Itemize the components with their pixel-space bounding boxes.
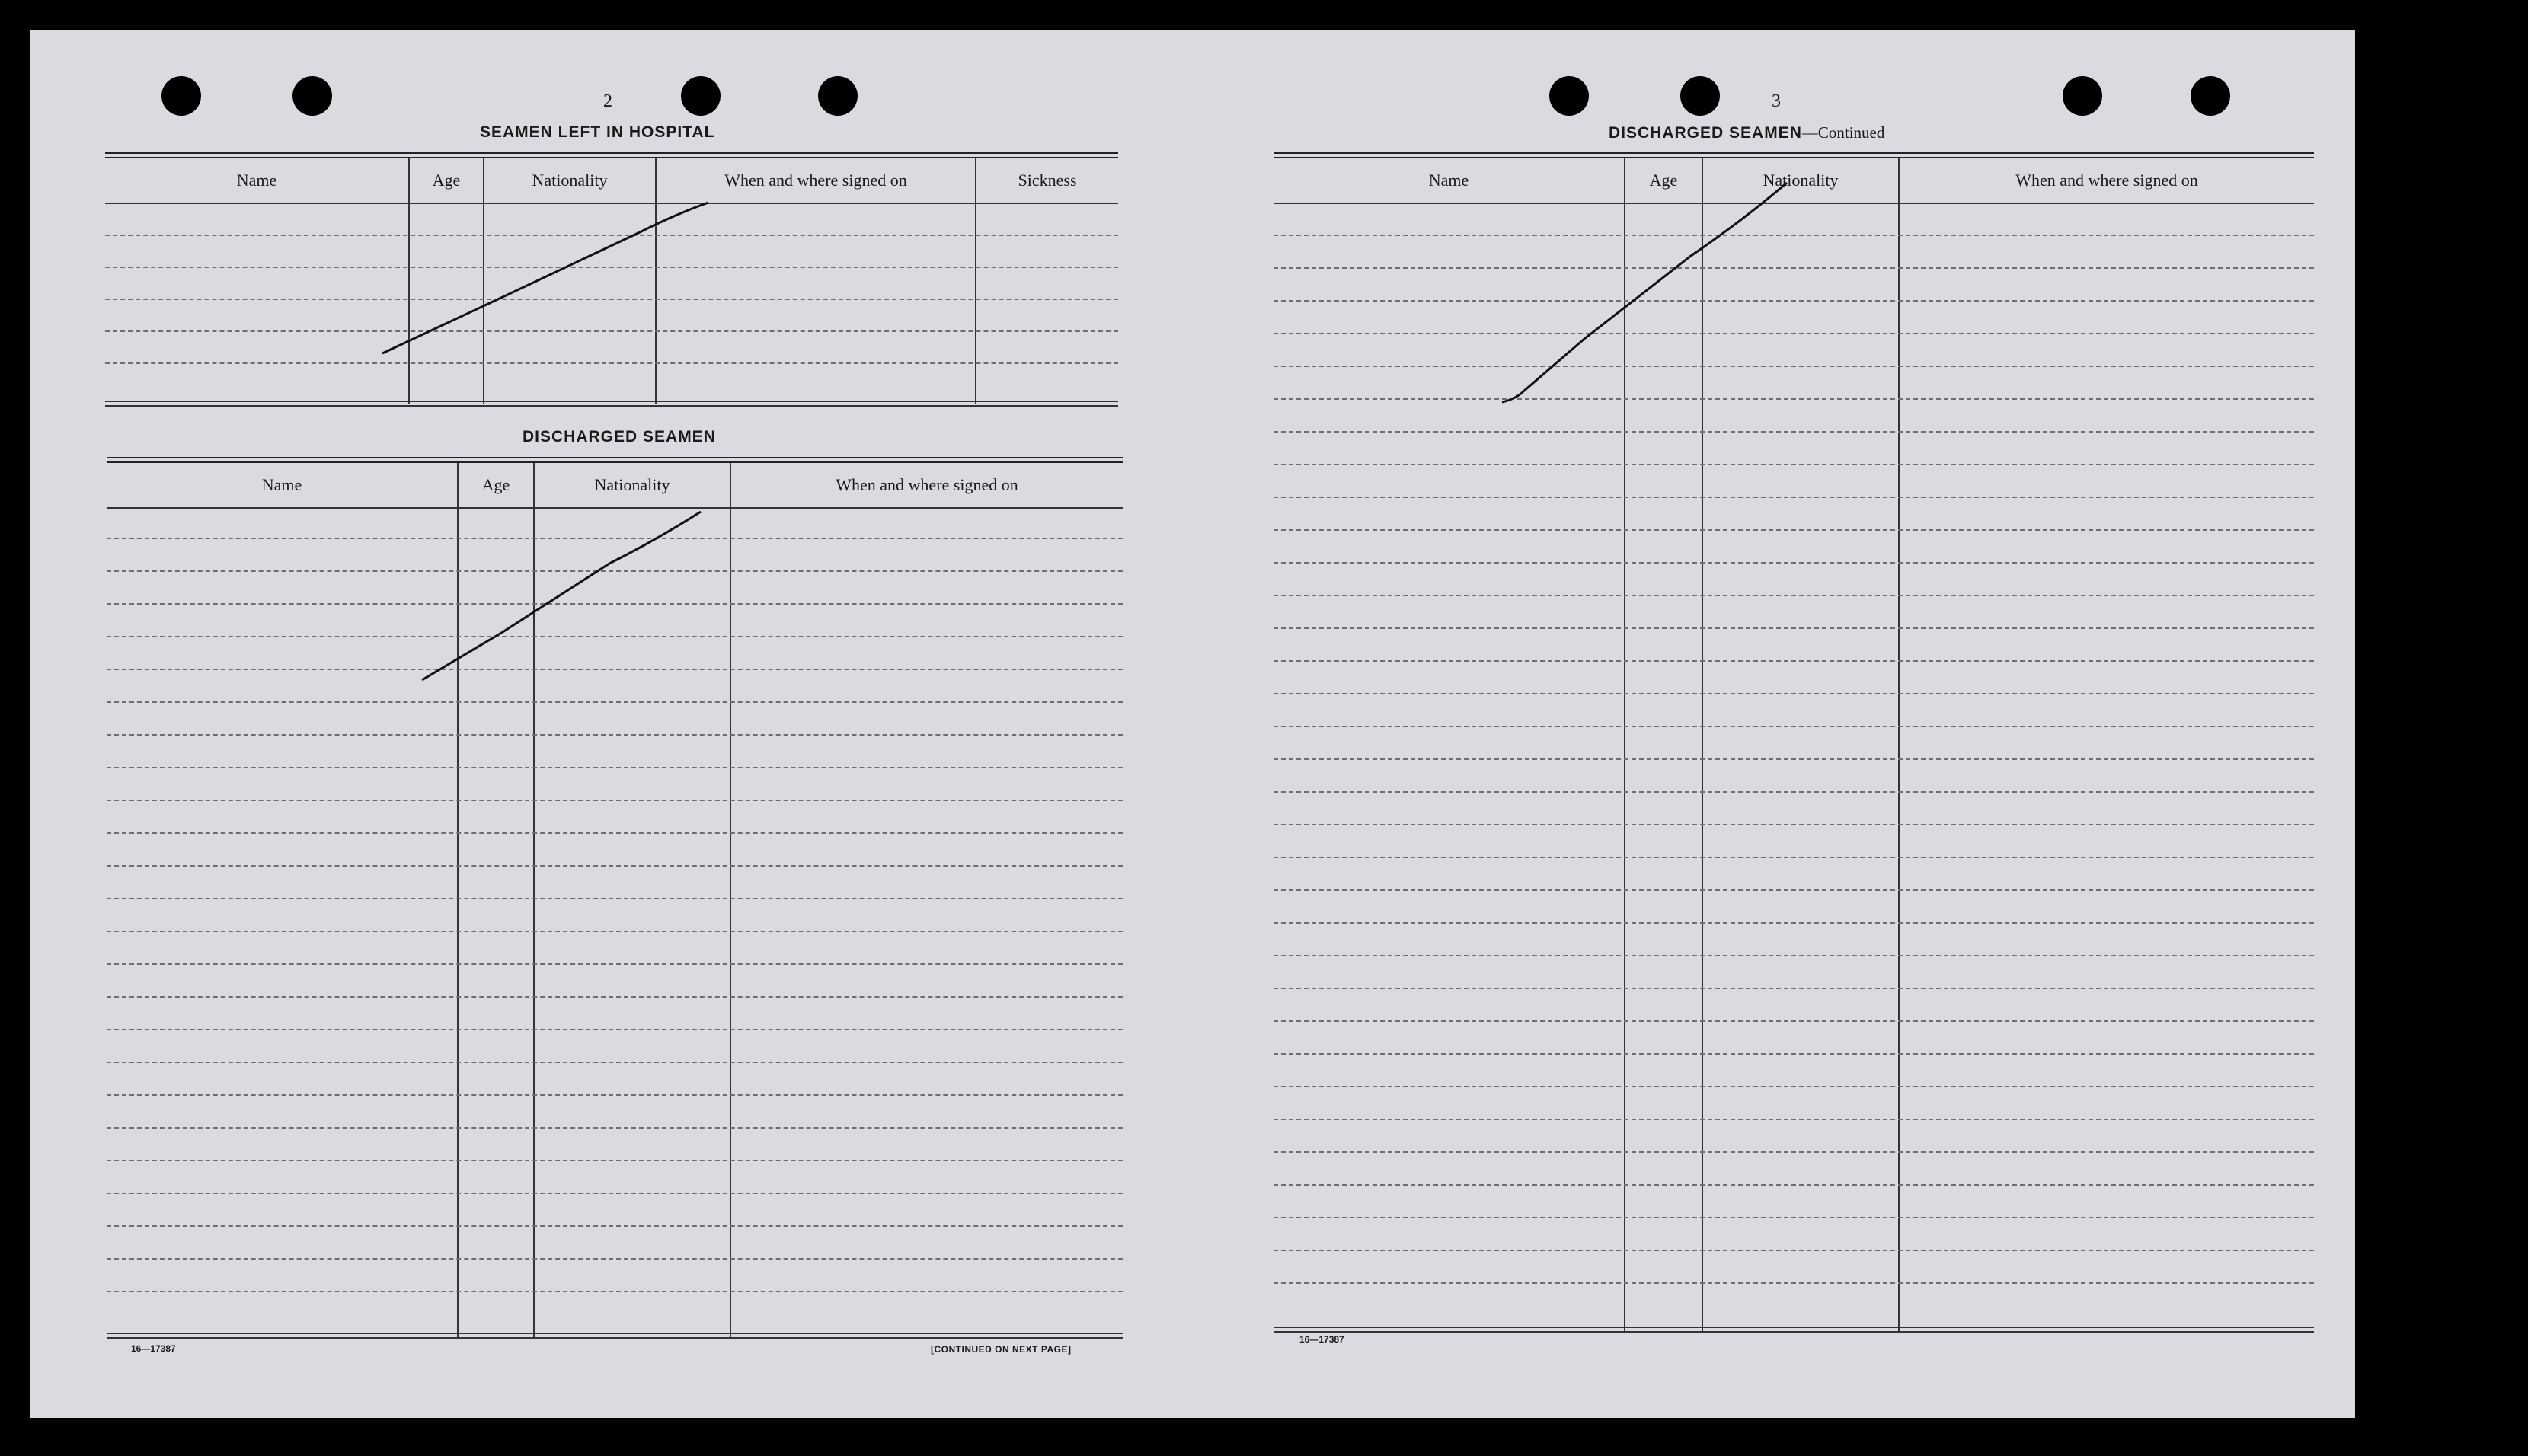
discharged-section-title: DISCHARGED SEAMEN (523, 428, 716, 445)
column-header: Nationality (532, 171, 608, 190)
page-number: 3 (1772, 91, 1781, 111)
page-number: 2 (603, 91, 612, 111)
handwritten-strike-lines (30, 30, 2355, 1418)
column-header: Age (1649, 171, 1678, 190)
column-header: Age (481, 475, 510, 494)
column-header: Age (432, 171, 461, 190)
hospital-section-title: SEAMEN LEFT IN HOSPITAL (480, 123, 715, 141)
form-code: 16—17387 (1299, 1334, 1344, 1345)
strike-line (1502, 183, 1787, 402)
column-header: Sickness (1018, 171, 1077, 190)
column-header: When and where signed on (2015, 171, 2198, 190)
column-header: Nationality (1763, 171, 1839, 190)
strike-line (422, 512, 701, 680)
strike-line (382, 203, 708, 353)
column-header: Name (261, 475, 302, 494)
form-code: 16—17387 (131, 1343, 176, 1354)
column-header: When and where signed on (724, 171, 907, 190)
column-header: When and where signed on (836, 475, 1018, 494)
continued-suffix: —Continued (1801, 123, 1885, 142)
discharged-continued-title-main: DISCHARGED SEAMEN (1609, 124, 1802, 142)
column-header: Nationality (594, 475, 670, 494)
document-sheet (30, 30, 2355, 1418)
column-header: Name (236, 171, 277, 190)
column-header: Name (1428, 171, 1469, 190)
continued-note: [CONTINUED ON NEXT PAGE] (931, 1344, 1072, 1355)
